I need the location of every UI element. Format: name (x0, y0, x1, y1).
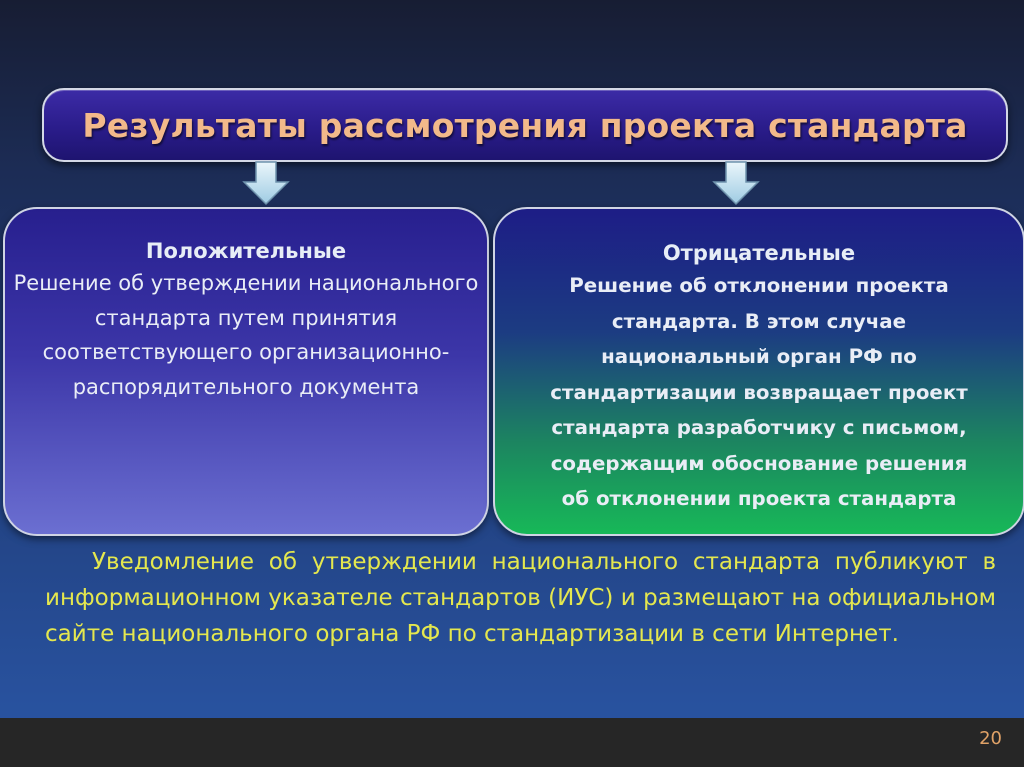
title-banner (42, 88, 1008, 162)
arrow-down-icon (712, 160, 760, 206)
negative-heading: Отрицательные (662, 241, 856, 265)
footer-bar (0, 718, 1024, 767)
positive-result-box (3, 207, 489, 536)
negative-body: Решение об отклонении проекта стандарта. В этом случае национальный орган РФ по стандартизации возвращает проект стандарта разработчику с письмом, содержащим обоснование решения об отклонении проекта стандарта (550, 274, 968, 510)
positive-body: Решение об утверждении национального стандарта путем принятия соответствующего организационно-распорядительного документа (13, 271, 479, 399)
slide-title: Результаты рассмотрения проекта стандарта (82, 105, 968, 145)
publication-notice: Уведомление об утверждении национального стандарта публикуют в информационном указателе стандартов (ИУС) и размещают на официальном сайте национального органа РФ по стандартизации в сети Интернет. (45, 549, 996, 648)
positive-heading: Положительные (145, 239, 347, 263)
negative-result-box (493, 207, 1024, 536)
arrow-down-icon (242, 160, 290, 206)
page-number: 20 (979, 728, 1002, 749)
